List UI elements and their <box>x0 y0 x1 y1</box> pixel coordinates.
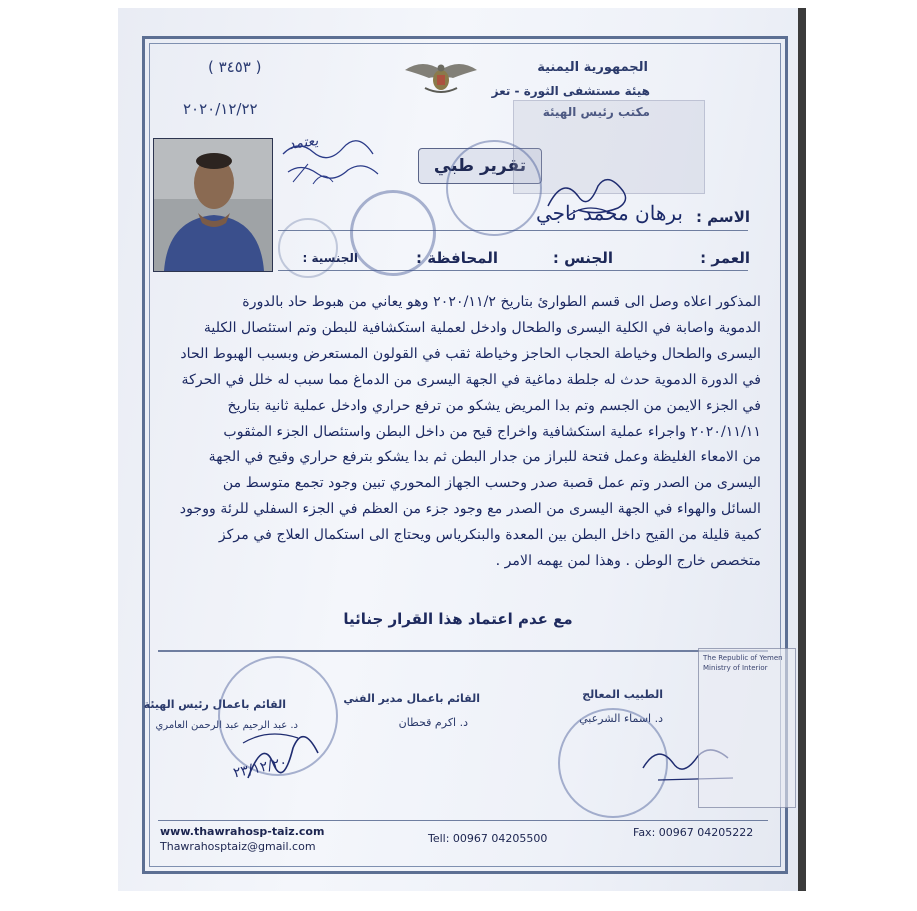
document-page <box>118 8 798 891</box>
body-line: ٢٠٢٠/١١/١١ واجراء عملية استكشافية واخراج قيح من داخل البطن واستئصال الجزء المثقوب <box>223 423 761 440</box>
sig-name-technical: د. اكرم قحطان <box>398 716 468 729</box>
body-line: المذكور اعلاه وصل الى قسم الطوارئ بتاريخ ٢٠٢٠/١١/٢ وهو يعاني من هبوط حاد بالدورة <box>242 294 761 310</box>
reference-number: ( ٣٤٥٣ ) <box>208 58 262 76</box>
header-country: الجمهورية اليمنية <box>537 60 648 75</box>
report-title: تقرير طبي <box>418 148 542 184</box>
sig-name-director: د. عبد الرحيم عبد الرحمن العامري <box>155 720 298 731</box>
ministry-stamp-block <box>698 648 796 808</box>
footer-fax: Fax: 00967 04205222 <box>633 826 754 839</box>
sig-title-doctor: الطبيب المعالج <box>582 688 663 701</box>
stamp-line: The Republic of Yemen <box>703 654 783 662</box>
sig-title-technical: القائم باعمال مدير الفني <box>343 692 480 705</box>
stamp-line: Ministry of Interior <box>703 664 768 672</box>
body-line: اليسرى والطحال وخياطة الحجاب الحاجز وخياطة ثقب في القولون المستعرض وبسبب الهبوط الحاد <box>180 345 761 362</box>
age-label: العمر : <box>700 249 750 267</box>
eagle-emblem-icon <box>403 56 479 96</box>
document-date: ٢٠٢٠/١٢/٢٢ <box>183 100 258 118</box>
name-value: برهان محمد ناجي <box>535 201 683 225</box>
sig-title-director: القائم باعمال رئيس الهيئة <box>143 698 286 711</box>
signature-divider <box>158 650 768 652</box>
body-line: كمية قليلة من القيح داخل البطن بين المعدة والبنكرياس ويحتاج الى استكمال العلاج في مركز <box>218 527 761 544</box>
director-signature-icon <box>228 708 338 798</box>
fields-underline <box>278 270 748 271</box>
body-line: متخصص خارج الوطن . وهذا لمن يهمه الامر . <box>495 553 761 570</box>
footer-website: www.thawrahosp-taiz.com <box>160 825 325 838</box>
footer-email: Thawrahosptaiz@gmail.com <box>160 840 316 853</box>
footer-tel: Tell: 00967 04205500 <box>428 832 548 845</box>
footer-divider <box>158 820 768 821</box>
body-line: من الامعاء الغليظة وعمل فتحة للبراز من جدار البطن ثم بدا يشكو بترفع حراري وقيح في الجهة <box>208 449 761 466</box>
header-authority: هيئة مستشفى الثورة - تعز <box>491 84 650 98</box>
body-line: في الدورة الدموية حدث له جلطة دماغية في الجهة اليسرى من الدماغ مما سبب له خلل في الحركة <box>181 371 761 388</box>
nationality-label: الجنسية : <box>302 251 358 265</box>
faded-round-stamp <box>446 140 542 236</box>
handwritten-date: ٢٣/١٢/٢٠ <box>231 754 289 782</box>
closing-statement: مع عدم اعتماد هذا القرار جنائيا <box>343 610 573 628</box>
photo-frame <box>118 8 806 891</box>
sig-name-doctor: د. اسماء الشرعبي <box>579 712 663 725</box>
body-line: السائل والهواء في الجهة اليسرى من الصدر مع وجود جزء من العظم في الجزء السفلي للرئة ووجود <box>179 501 761 518</box>
governorate-label: المحافظة : <box>415 249 498 267</box>
patient-photo <box>153 138 273 272</box>
doctor-signature-icon <box>538 166 638 226</box>
body-line: اليسرى من الصدر وتم عمل قصبة صدر وحسب الجهاز المحوري تبين وجود تجمع متوسط من <box>222 475 761 492</box>
body-line: الدموية واصابة في الكلية اليسرى والطحال وادخل لعملية استكشافية للبطن وتم استئصال الكلية <box>203 319 761 336</box>
header-office: مكتب رئيس الهيئة <box>542 105 650 119</box>
name-label: الاسم : <box>695 208 750 226</box>
handwriting-scribble-icon <box>278 134 398 190</box>
official-stamp <box>350 190 436 276</box>
body-line: في الجزء الايمن من الجسم وتم بدا المريض يشكو من ترفع حراري وادخل عملية ثانية بتاريخ <box>227 397 761 414</box>
report-body <box>173 290 761 575</box>
gender-label: الجنس : <box>552 249 613 267</box>
faint-stamp <box>278 218 338 278</box>
handwritten-note: يعتمد <box>287 132 320 154</box>
